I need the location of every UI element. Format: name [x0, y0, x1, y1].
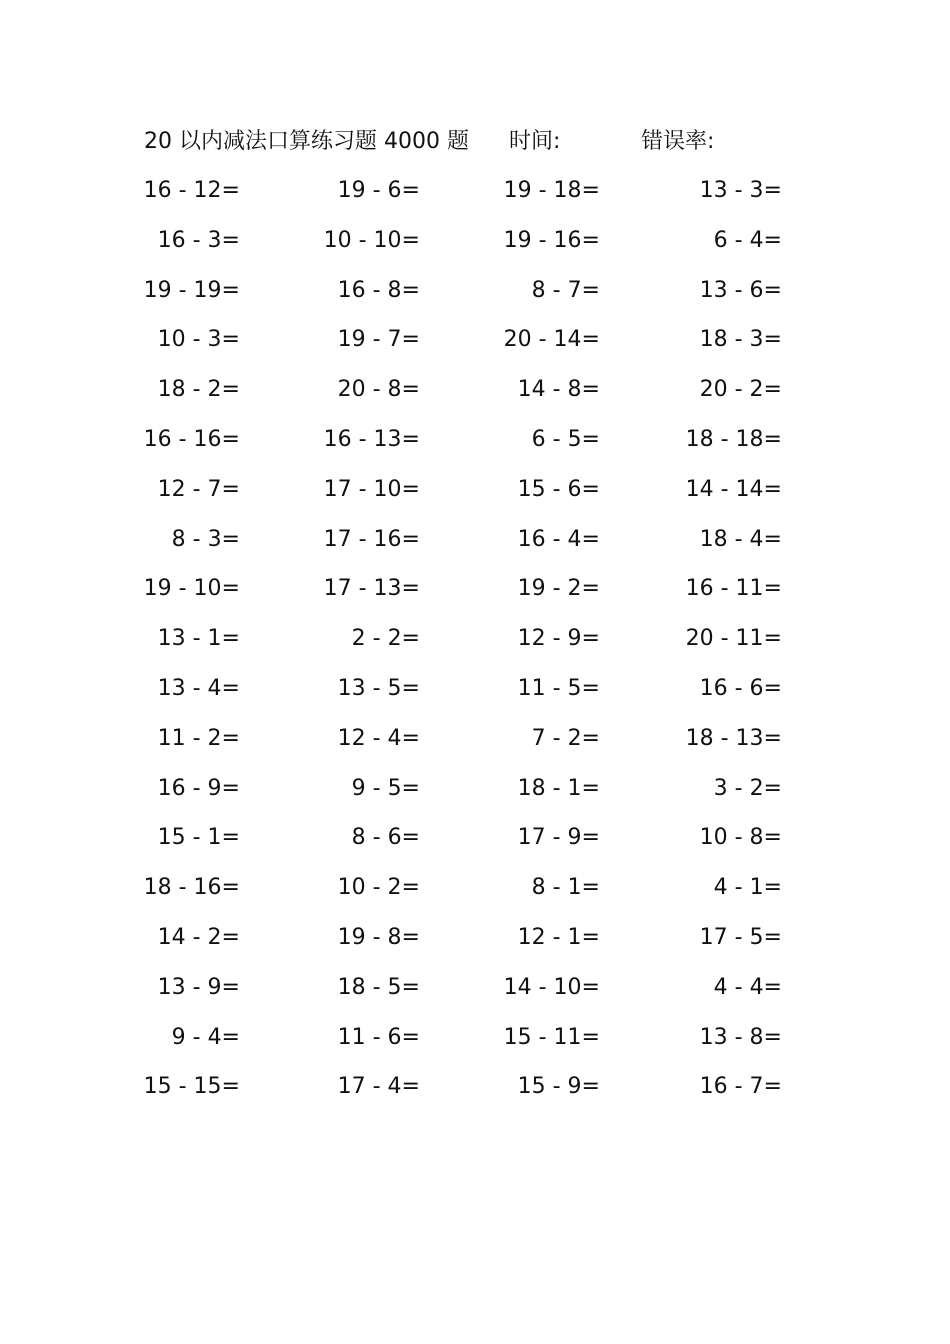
problem-item: 12 - 9= — [517, 626, 600, 652]
problem-item: 13 - 1= — [157, 626, 240, 652]
problem-item: 11 - 2= — [157, 725, 240, 751]
problem-item: 17 - 10= — [323, 476, 420, 502]
problem-row — [0, 423, 950, 473]
problem-item: 6 - 4= — [713, 227, 782, 253]
problem-item: 8 - 7= — [531, 277, 600, 303]
problem-item: 8 - 1= — [531, 875, 600, 901]
problem-item: 16 - 12= — [143, 178, 240, 203]
problem-item: 19 - 6= — [337, 178, 420, 203]
problem-item: 10 - 10= — [323, 227, 420, 253]
problem-item: 16 - 8= — [337, 277, 420, 303]
problem-item: 14 - 2= — [157, 924, 240, 950]
problem-item: 19 - 8= — [337, 924, 420, 950]
problem-item: 16 - 16= — [143, 426, 240, 452]
problem-row — [0, 971, 950, 1021]
problem-row — [0, 174, 950, 224]
error-rate-label: 错误率: — [641, 129, 715, 154]
problem-item: 10 - 2= — [337, 875, 420, 901]
problem-item: 16 - 4= — [517, 526, 600, 552]
problem-item: 6 - 5= — [531, 426, 600, 452]
time-label: 时间: — [509, 129, 561, 154]
problem-row — [0, 1021, 950, 1071]
problem-item: 20 - 14= — [503, 327, 600, 353]
problem-item: 20 - 2= — [699, 377, 782, 403]
problem-item: 13 - 4= — [157, 675, 240, 701]
problem-row — [0, 722, 950, 772]
problem-row — [0, 772, 950, 822]
problem-item: 20 - 11= — [685, 626, 782, 652]
problem-item: 12 - 1= — [517, 924, 600, 950]
problem-item: 19 - 2= — [517, 576, 600, 602]
problem-row — [0, 871, 950, 921]
problem-item: 16 - 7= — [699, 1074, 782, 1100]
worksheet-title: 20 以内减法口算练习题 4000 题 — [144, 129, 469, 154]
problem-item: 19 - 19= — [143, 277, 240, 303]
problem-item: 15 - 15= — [143, 1074, 240, 1100]
problem-item: 18 - 5= — [337, 974, 420, 1000]
problem-grid — [0, 174, 950, 1120]
problem-item: 19 - 16= — [503, 227, 600, 253]
problem-item: 11 - 5= — [517, 675, 600, 701]
problem-item: 10 - 3= — [157, 327, 240, 353]
problem-item: 16 - 11= — [685, 576, 782, 602]
problem-row — [0, 473, 950, 523]
problem-item: 11 - 6= — [337, 1024, 420, 1050]
problem-item: 9 - 5= — [351, 775, 420, 801]
problem-item: 13 - 8= — [699, 1024, 782, 1050]
problem-item: 14 - 8= — [517, 377, 600, 403]
problem-item: 18 - 13= — [685, 725, 782, 751]
problem-item: 16 - 3= — [157, 227, 240, 253]
problem-row — [0, 224, 950, 274]
problem-row — [0, 323, 950, 373]
problem-item: 15 - 1= — [157, 825, 240, 851]
problem-item: 16 - 9= — [157, 775, 240, 801]
problem-item: 14 - 10= — [503, 974, 600, 1000]
problem-item: 18 - 1= — [517, 775, 600, 801]
problem-item: 18 - 2= — [157, 377, 240, 403]
problem-item: 4 - 4= — [713, 974, 782, 1000]
problem-item: 16 - 13= — [323, 426, 420, 452]
problem-item: 17 - 13= — [323, 576, 420, 602]
problem-item: 17 - 9= — [517, 825, 600, 851]
problem-item: 20 - 8= — [337, 377, 420, 403]
problem-row — [0, 672, 950, 722]
problem-item: 13 - 9= — [157, 974, 240, 1000]
problem-row — [0, 821, 950, 871]
problem-item: 17 - 4= — [337, 1074, 420, 1100]
problem-item: 18 - 16= — [143, 875, 240, 901]
problem-item: 15 - 11= — [503, 1024, 600, 1050]
problem-item: 17 - 5= — [699, 924, 782, 950]
problem-item: 12 - 4= — [337, 725, 420, 751]
problem-item: 2 - 2= — [351, 626, 420, 652]
problem-item: 4 - 1= — [713, 875, 782, 901]
problem-item: 8 - 6= — [351, 825, 420, 851]
problem-item: 14 - 14= — [685, 476, 782, 502]
problem-item: 18 - 18= — [685, 426, 782, 452]
problem-item: 15 - 9= — [517, 1074, 600, 1100]
problem-item: 17 - 16= — [323, 526, 420, 552]
problem-item: 13 - 3= — [699, 178, 782, 203]
problem-row — [0, 523, 950, 573]
problem-item: 10 - 8= — [699, 825, 782, 851]
problem-row — [0, 373, 950, 423]
problem-item: 19 - 18= — [503, 178, 600, 203]
problem-item: 12 - 7= — [157, 476, 240, 502]
problem-row — [0, 921, 950, 971]
problem-item: 3 - 2= — [713, 775, 782, 801]
problem-item: 8 - 3= — [171, 526, 240, 552]
problem-item: 13 - 6= — [699, 277, 782, 303]
problem-row — [0, 572, 950, 622]
problem-item: 16 - 6= — [699, 675, 782, 701]
problem-item: 9 - 4= — [171, 1024, 240, 1050]
problem-item: 15 - 6= — [517, 476, 600, 502]
problem-item: 13 - 5= — [337, 675, 420, 701]
problem-item: 18 - 3= — [699, 327, 782, 353]
problem-item: 18 - 4= — [699, 526, 782, 552]
problem-row — [0, 274, 950, 324]
problem-item: 19 - 7= — [337, 327, 420, 353]
problem-item: 19 - 10= — [143, 576, 240, 602]
problem-item: 7 - 2= — [531, 725, 600, 751]
problem-row — [0, 622, 950, 672]
problem-row — [0, 1070, 950, 1120]
